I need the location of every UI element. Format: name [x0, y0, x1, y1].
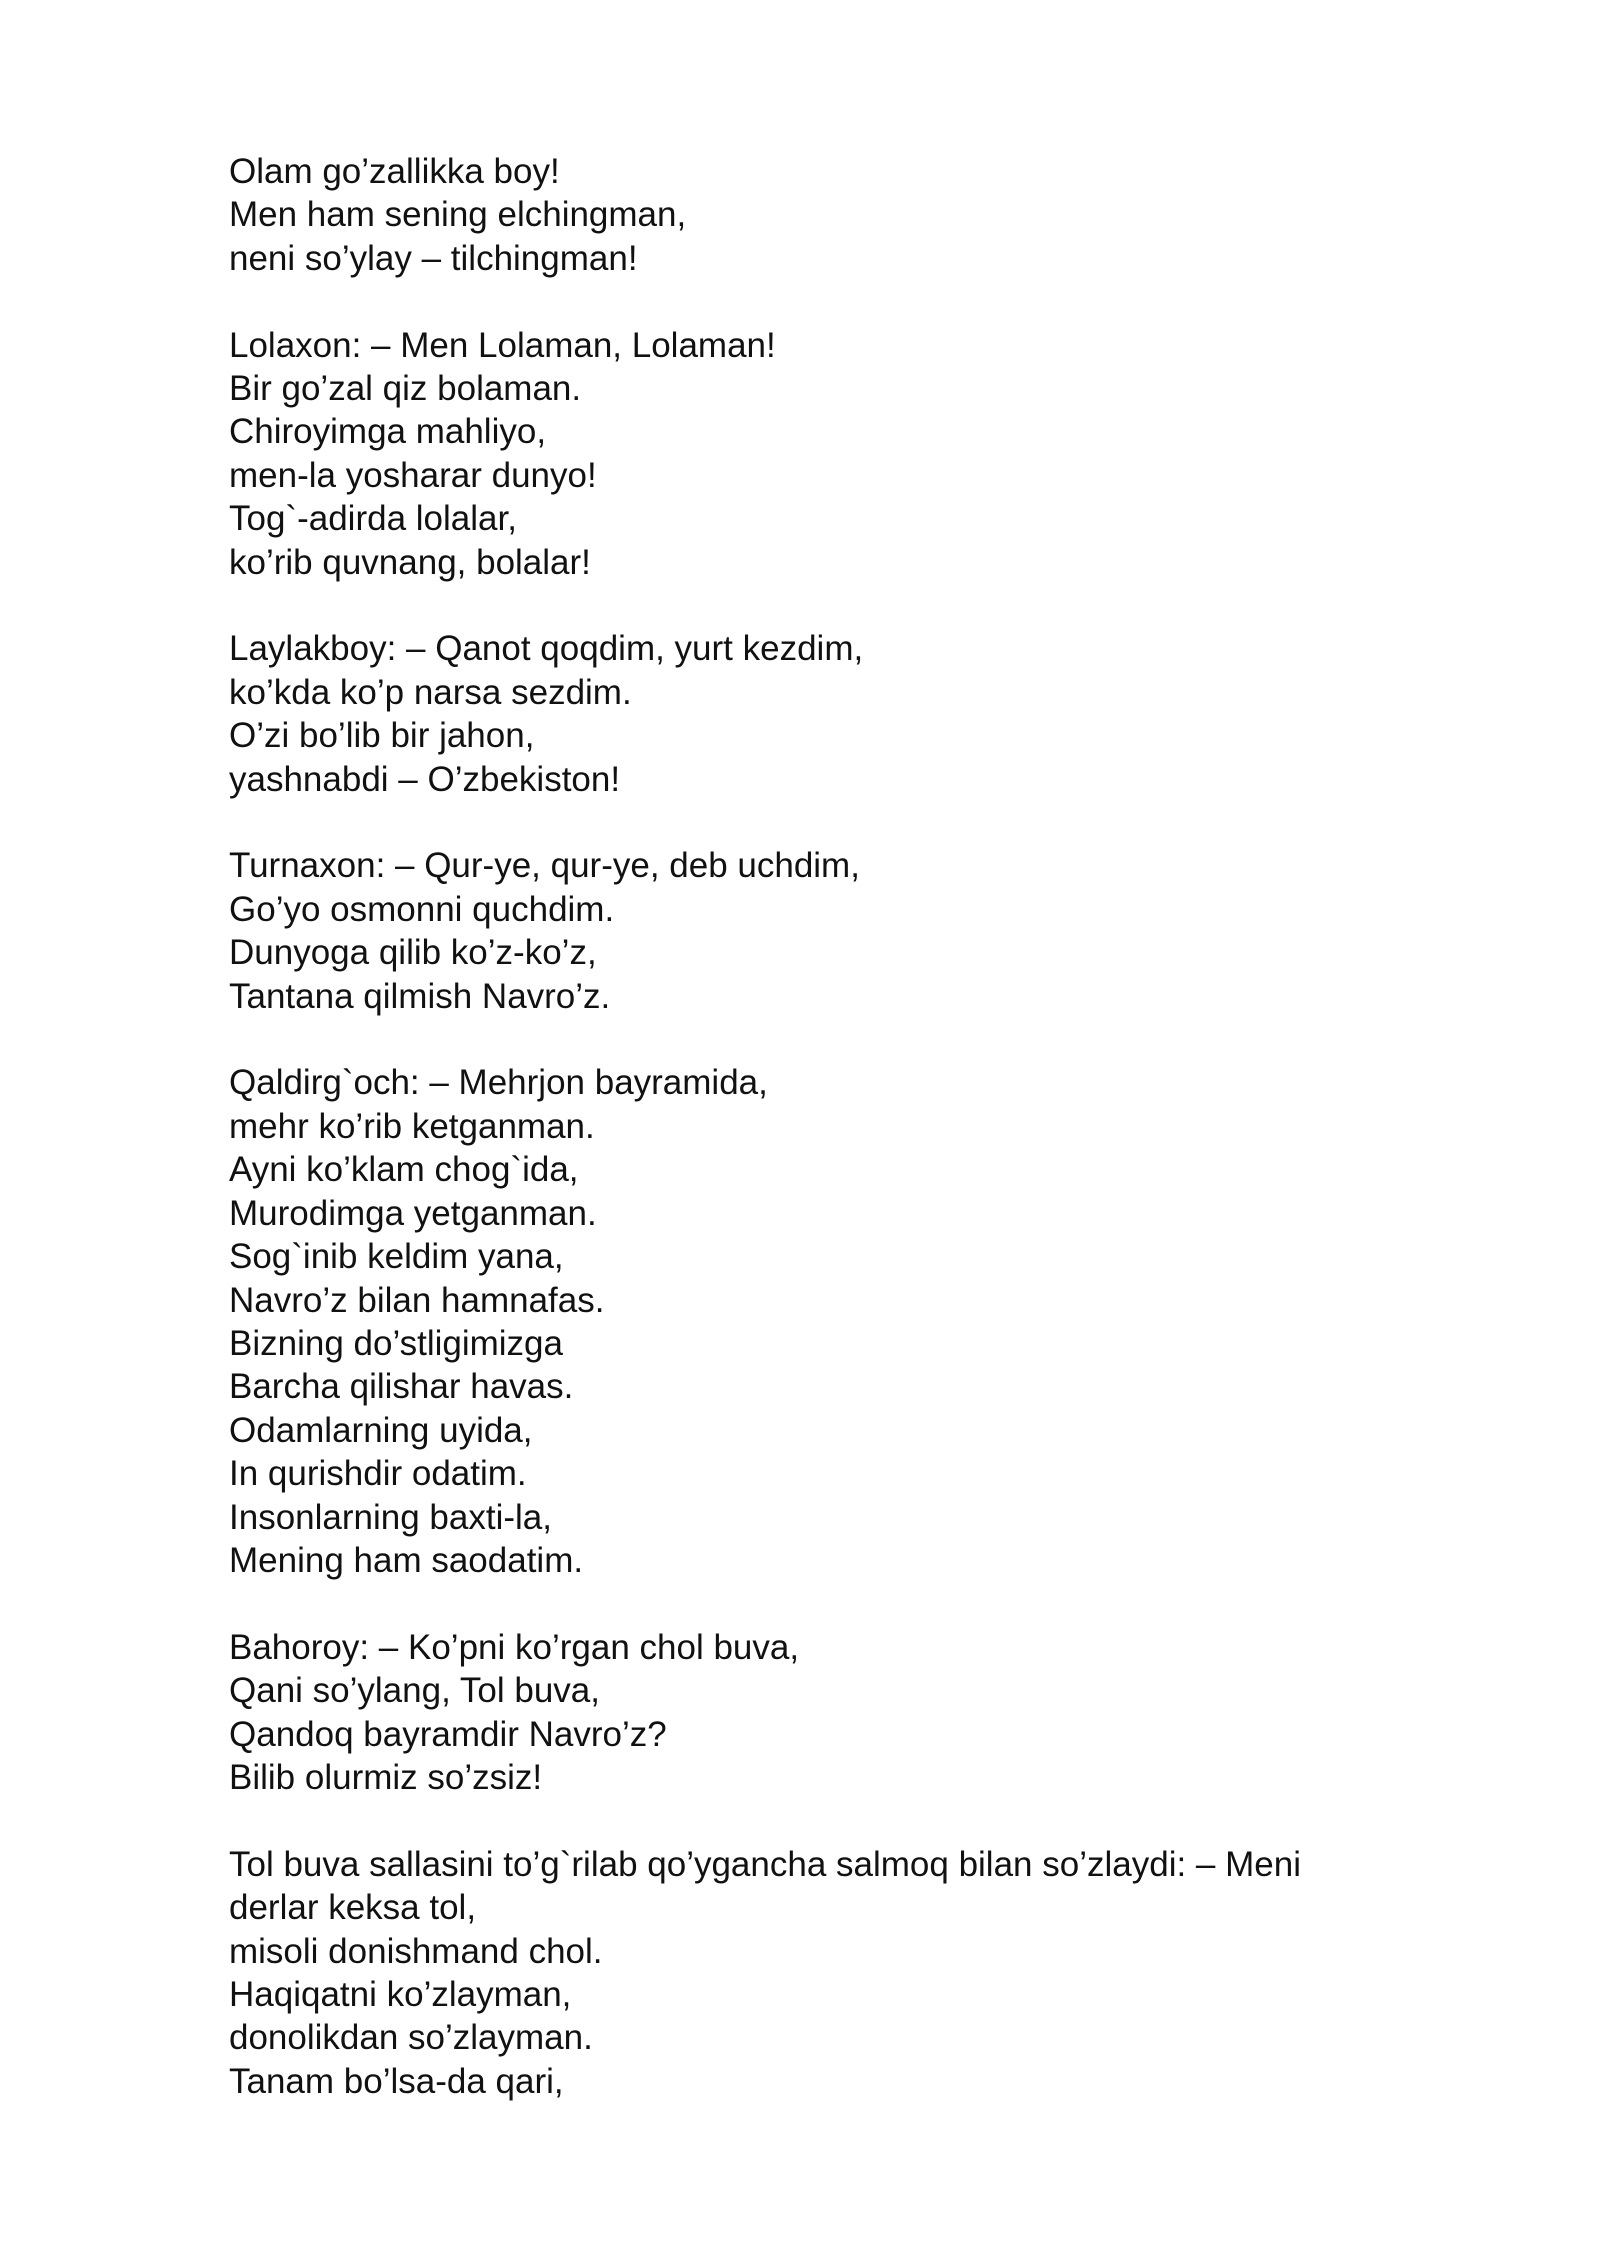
poem-line: Qani so’ylang, Tol buva,	[229, 1671, 600, 1711]
poem-line: ko’rib quvnang, bolalar!	[229, 542, 591, 582]
poem-line: Olam go’zallikka boy!	[229, 152, 560, 191]
poem-line: Chiroyimga mahliyo,	[229, 412, 547, 452]
poem-line: Odamlarning uyida,	[229, 1410, 533, 1450]
poem-line: Ayni ko’klam chog`ida,	[229, 1150, 579, 1190]
poem-line: Tantana qilmish Navro’z.	[229, 976, 611, 1016]
poem-text	[229, 150, 1429, 2103]
poem-line: mehr ko’rib ketganman.	[229, 1106, 595, 1146]
poem-line: yashnabdi – O’zbekiston!	[229, 759, 621, 799]
stanza-lolaxon	[229, 324, 1429, 584]
poem-line: Bir go’zal qiz bolaman.	[229, 369, 582, 409]
poem-line: misoli donishmand chol.	[229, 1931, 603, 1971]
poem-line: ko’kda ko’p narsa sezdim.	[229, 672, 632, 712]
poem-line: neni so’ylay – tilchingman!	[229, 238, 638, 278]
poem-line: Dunyoga qilib ko’z-ko’z,	[229, 933, 597, 973]
poem-line: Sog`inib keldim yana,	[229, 1237, 564, 1277]
poem-line: Qaldirg`och: – Mehrjon bayramida,	[229, 1063, 768, 1103]
stanza-qaldirgoch	[229, 1061, 1429, 1582]
poem-line: Men ham sening elchingman,	[229, 195, 687, 235]
poem-line: O’zi bo’lib bir jahon,	[229, 716, 535, 756]
poem-line: Tanam bo’lsa-da qari,	[229, 2061, 564, 2101]
poem-line: Murodimga yetganman.	[229, 1193, 597, 1233]
poem-line: Tog`-adirda lolalar,	[229, 499, 517, 539]
poem-line: donolikdan so’zlayman.	[229, 2018, 593, 2058]
poem-line: Laylakboy: – Qanot qoqdim, yurt kezdim,	[229, 629, 864, 669]
poem-line: Qandoq bayramdir Navro’z?	[229, 1714, 667, 1754]
poem-line: Go’yo osmonni quchdim.	[229, 889, 615, 929]
poem-line: derlar keksa tol,	[229, 1888, 477, 1928]
poem-line: men-la yosharar dunyo!	[229, 455, 597, 495]
stanza-laylakboy	[229, 627, 1429, 801]
stanza-bahoroy	[229, 1626, 1429, 1800]
poem-line: Mening ham saodatim.	[229, 1540, 584, 1580]
poem-line: Insonlarning baxti-la,	[229, 1497, 552, 1537]
poem-line: Bilib olurmiz so’zsiz!	[229, 1757, 543, 1797]
stanza-turnaxon	[229, 844, 1429, 1018]
stanza-intro	[229, 150, 1429, 280]
poem-line: Navro’z bilan hamnafas.	[229, 1280, 605, 1320]
poem-line: Tol buva sallasini to’g`rilab qo’yganch‌a salmoq bilan so’zlaydi: – Meni	[229, 1844, 1301, 1884]
stanza-tol-buva	[229, 1843, 1429, 2103]
poem-line: Lolaxon: – Men Lolaman, Lolaman!	[229, 325, 776, 365]
poem-line: Haqiqatni ko’zlayman,	[229, 1974, 572, 2014]
poem-line: Bizning do’stligimizga	[229, 1323, 563, 1363]
poem-line: Barcha qilishar havas.	[229, 1367, 574, 1407]
poem-line: In qurishdir odatim.	[229, 1454, 527, 1494]
poem-line: Bahoroy: – Ko’pni ko’rgan chol buva,	[229, 1627, 800, 1667]
poem-line: Turnaxon: – Qur-ye, qur-ye, deb uchdim,	[229, 846, 860, 886]
